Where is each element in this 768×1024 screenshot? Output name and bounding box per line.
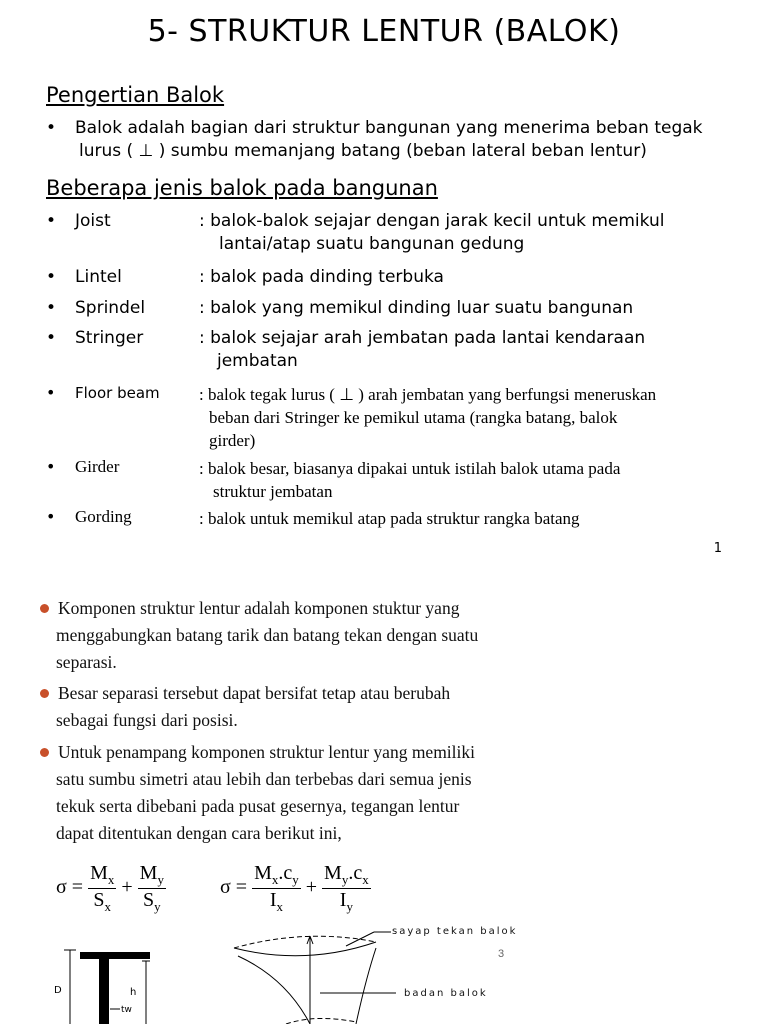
text-line: satu sumbu simetri atau lebih dan terbebas dari semua jenis [56, 769, 472, 789]
list-item: • Lintel : balok pada dinding terbuka [46, 267, 726, 287]
desc-joist-1: : balok-balok sejajar dengan jarak kecil untuk memikul [199, 211, 665, 231]
bullet: • [46, 211, 57, 231]
formula-section-modulus [56, 862, 166, 915]
dim-label-d: D [54, 985, 62, 996]
list-item: • Floor beam : balok tegak lurus ( ⊥ ) arah jembatan yang berfungsi meneruskan beban dari Stringer ke pemikul utama (rangka batang, balok girder) [46, 383, 726, 452]
plus-sign: + [121, 876, 133, 899]
text-line: sebagai fungsi dari posisi. [56, 710, 238, 730]
page-number: 1 [713, 541, 722, 556]
desc-floor-beam-3: girder) [209, 431, 256, 450]
desc-stringer-2: jembatan [217, 351, 298, 371]
bullet: • [46, 118, 57, 138]
fraction: $\frac{M_x.c_y}{I_x}$ [254, 862, 299, 914]
heading-pengertian: Pengertian Balok [46, 83, 225, 107]
text-line: Komponen struktur lentur adalah komponen stuktur yang [58, 598, 460, 618]
desc-sprindel: : balok yang memikul dinding luar suatu bangunan [199, 298, 634, 318]
sigma-symbol: σ = [220, 876, 248, 899]
page-title: 5- STRUKTUR LENTUR (BALOK) [147, 14, 621, 49]
intro-line-2: lurus ( ⊥ ) sumbu memanjang batang (beban lateral beban lentur) [79, 141, 647, 161]
term-lintel: Lintel [75, 267, 122, 287]
desc-lintel: : balok pada dinding terbuka [199, 267, 444, 287]
list-item: • Stringer : balok sejajar arah jembatan pada lantai kendaraan jembatan [46, 328, 726, 371]
bullet-dot [40, 604, 49, 613]
desc-stringer-1: : balok sejajar arah jembatan pada lantai kendaraan [199, 328, 646, 348]
bullet-block-1 [40, 595, 540, 676]
bullet-block-3 [40, 739, 560, 847]
desc-girder-1: : balok besar, biasanya dipakai untuk istilah balok utama pada [199, 459, 621, 478]
formula-moment-inertia [220, 862, 371, 915]
list-item: • Girder : balok besar, biasanya dipakai untuk istilah balok utama pada struktur jembatan [46, 457, 726, 503]
intro-paragraph [46, 118, 722, 161]
i-beam-section-diagram [50, 940, 170, 1024]
dim-label-h: h [130, 987, 137, 998]
term-stringer: Stringer [75, 328, 144, 348]
text-line: Besar separasi tersebut dapat bersifat tetap atau berubah [58, 683, 451, 703]
fraction: $\frac{M_y}{S_y}$ [139, 862, 164, 914]
desc-joist-2: lantai/atap suatu bangunan gedung [219, 234, 525, 254]
sigma-symbol: σ = [56, 876, 84, 899]
desc-floor-beam-1: : balok tegak lurus ( ⊥ ) arah jembatan yang berfungsi meneruskan [199, 385, 657, 404]
text-line: dapat ditentukan dengan cara berikut ini, [56, 823, 342, 843]
list-item: • Sprindel : balok yang memikul dinding luar suatu bangunan [46, 298, 726, 318]
bullet-block-2 [40, 680, 540, 734]
dim-label-tw: tw [121, 1005, 132, 1015]
desc-floor-beam-2: beban dari Stringer ke pemikul utama (rangka batang, balok [209, 408, 618, 427]
desc-girder-2: struktur jembatan [213, 482, 333, 501]
fraction: $\frac{M_y.c_x}{I_y}$ [324, 862, 369, 914]
text-line: tekuk serta dibebani pada pusat gesernya, tegangan lentur [56, 796, 460, 816]
web [99, 959, 109, 1024]
top-flange [80, 952, 150, 959]
term-floor-beam: Floor beam [75, 384, 160, 402]
text-line: menggabungkan batang tarik dan batang tekan dengan suatu [56, 625, 479, 645]
plus-sign: + [305, 876, 318, 899]
label-sayap-tekan: sayap tekan balok [392, 926, 518, 937]
desc-gording: : balok untuk memikul atap pada struktur rangka batang [199, 509, 580, 528]
page-number-2: 3 [498, 948, 505, 960]
term-gording: Gording [75, 507, 132, 526]
label-badan-balok: badan balok [404, 988, 488, 999]
bullet-dot [40, 748, 49, 757]
fraction: $\frac{M_x}{S_x}$ [90, 862, 115, 914]
intro-line-1: Balok adalah bagian dari struktur bangunan yang menerima beban tegak [75, 118, 703, 138]
text-line: Untuk penampang komponen struktur lentur yang memiliki [58, 742, 476, 762]
heading-jenis-balok: Beberapa jenis balok pada bangunan [46, 176, 438, 200]
text-line: separasi. [56, 652, 117, 672]
bullet-dot [40, 689, 49, 698]
term-joist: Joist [75, 211, 111, 231]
term-girder: Girder [75, 457, 120, 476]
list-item [46, 211, 726, 254]
list-item: • Gording : balok untuk memikul atap pada struktur rangka batang [46, 507, 726, 530]
term-sprindel: Sprindel [75, 298, 146, 318]
